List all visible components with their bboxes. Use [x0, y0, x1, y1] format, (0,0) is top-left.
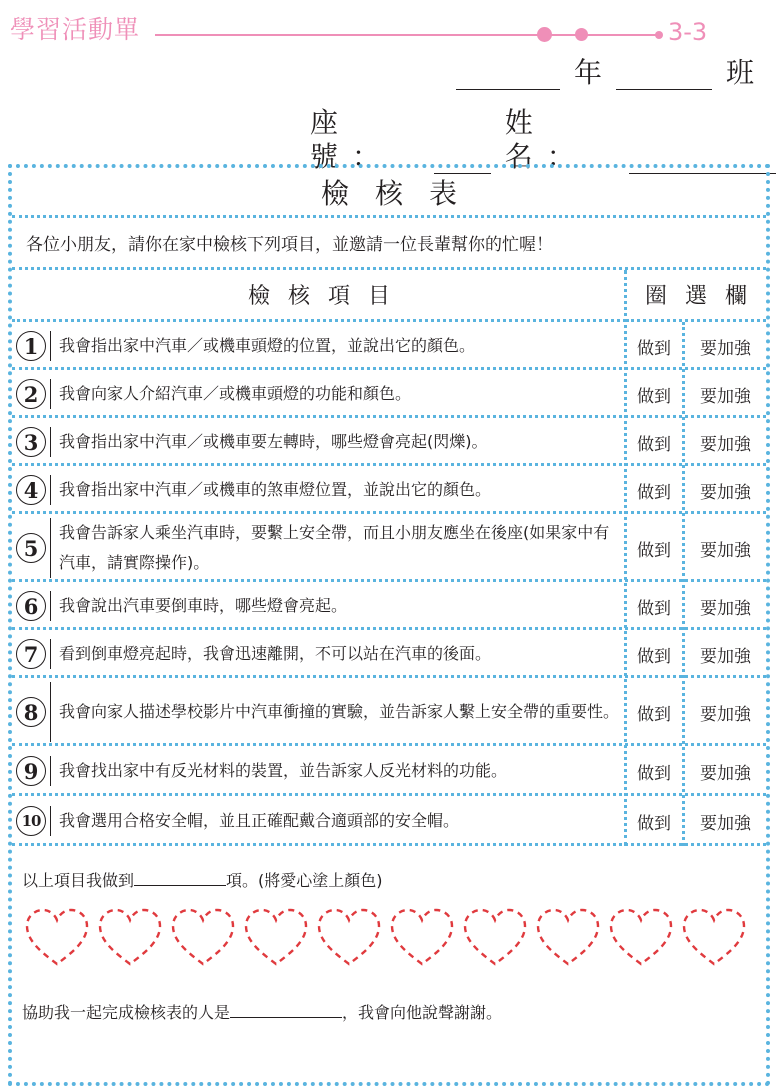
item-number: 3 [16, 427, 46, 457]
option-improve[interactable]: 要加強 [700, 704, 751, 725]
item-number: 9 [16, 756, 46, 786]
summary-suffix: 項。(將愛心塗上顏色) [226, 871, 383, 890]
option-done[interactable]: 做到 [637, 813, 671, 834]
item-number: 1 [16, 331, 46, 361]
item-number: 10 [16, 806, 46, 836]
heart-icon[interactable] [535, 908, 601, 968]
heart-icon[interactable] [24, 908, 90, 968]
hearts-row [24, 908, 754, 970]
option-improve[interactable]: 要加強 [700, 540, 751, 561]
seat-label: 座號： [310, 106, 395, 173]
helper-prefix: 協助我一起完成檢核表的人是 [22, 1003, 231, 1022]
header-dot [655, 31, 663, 39]
option-done[interactable]: 做到 [637, 482, 671, 503]
heart-icon[interactable] [243, 908, 309, 968]
item-text: 我會告訴家人乘坐汽車時，要繫上安全帶，而且小朋友應坐在後座(如果家中有汽車，請實際操作)。 [50, 518, 622, 578]
option-done[interactable]: 做到 [637, 598, 671, 619]
worksheet-title: 學習活動單 [10, 15, 141, 44]
grade-blank[interactable] [456, 60, 560, 90]
heart-icon[interactable] [389, 908, 455, 968]
checklist-row [12, 466, 766, 514]
year-label: 年 [574, 56, 603, 89]
item-number: 2 [16, 379, 46, 409]
option-improve[interactable]: 要加強 [700, 434, 751, 455]
item-text: 我會選用合格安全帽，並且正確配戴合適頭部的安全帽。 [50, 806, 622, 836]
item-text: 我會說出汽車要倒車時，哪些燈會亮起。 [50, 591, 622, 621]
count-blank[interactable] [134, 870, 226, 886]
checklist-row [12, 322, 766, 370]
checklist-row [12, 582, 766, 630]
option-improve[interactable]: 要加強 [700, 338, 751, 359]
item-text: 我會指出家中汽車／或機車的煞車燈位置，並說出它的顏色。 [50, 475, 622, 505]
option-improve[interactable]: 要加強 [700, 763, 751, 784]
checklist-row [12, 630, 766, 678]
unit-number: 3-3 [668, 18, 708, 46]
option-done[interactable]: 做到 [637, 704, 671, 725]
item-text: 我會向家人介紹汽車／或機車頭燈的功能和顏色。 [50, 379, 622, 409]
item-number: 4 [16, 475, 46, 505]
header-dot [537, 27, 552, 42]
item-text: 我會向家人描述學校影片中汽車衝撞的實驗，並告訴家人繫上安全帶的重要性。 [50, 682, 622, 742]
class-blank[interactable] [616, 60, 712, 90]
option-done[interactable]: 做到 [637, 338, 671, 359]
heart-icon[interactable] [97, 908, 163, 968]
item-text: 我會指出家中汽車／或機車要左轉時，哪些燈會亮起(閃爍)。 [50, 427, 622, 457]
option-improve[interactable]: 要加強 [700, 386, 751, 407]
column-header-item: 檢核項目 [12, 270, 626, 322]
checklist-row [12, 514, 766, 582]
checklist-row [12, 746, 766, 796]
checklist-intro: 各位小朋友，請你在家中檢核下列項目，並邀請一位長輩幫你的忙喔！ [12, 218, 766, 270]
option-improve[interactable]: 要加強 [700, 482, 751, 503]
summary-line [22, 868, 383, 891]
option-done[interactable]: 做到 [637, 646, 671, 667]
helper-line [22, 1000, 502, 1023]
heart-icon[interactable] [681, 908, 747, 968]
checklist-row [12, 418, 766, 466]
option-improve[interactable]: 要加強 [700, 598, 751, 619]
item-number: 8 [16, 697, 46, 727]
header-dot [575, 28, 588, 41]
heart-icon[interactable] [608, 908, 674, 968]
option-done[interactable]: 做到 [637, 540, 671, 561]
item-number: 6 [16, 591, 46, 621]
item-text: 我會指出家中汽車／或機車頭燈的位置，並說出它的顏色。 [50, 331, 622, 361]
option-done[interactable]: 做到 [637, 386, 671, 407]
column-header-select: 圈選欄 [626, 270, 766, 322]
class-label: 班 [726, 56, 755, 89]
summary-prefix: 以上項目我做到 [22, 871, 135, 890]
helper-suffix: ，我會向他說聲謝謝。 [342, 1003, 503, 1022]
heart-icon[interactable] [316, 908, 382, 968]
checklist-row [12, 370, 766, 418]
name-label: 姓名： [504, 106, 589, 173]
option-improve[interactable]: 要加強 [700, 646, 751, 667]
checklist-title: 檢核表 [12, 168, 766, 218]
checklist-row [12, 678, 766, 746]
checklist-box [8, 164, 770, 1086]
helper-name-blank[interactable] [230, 1002, 342, 1018]
option-improve[interactable]: 要加強 [700, 813, 751, 834]
item-number: 7 [16, 639, 46, 669]
item-number: 5 [16, 533, 46, 563]
checklist-row [12, 796, 766, 846]
option-done[interactable]: 做到 [637, 763, 671, 784]
class-info-row [456, 56, 768, 90]
item-text: 看到倒車燈亮起時，我會迅速離開，不可以站在汽車的後面。 [50, 639, 622, 669]
option-done[interactable]: 做到 [637, 434, 671, 455]
item-text: 我會找出家中有反光材料的裝置，並告訴家人反光材料的功能。 [50, 756, 622, 786]
heart-icon[interactable] [170, 908, 236, 968]
heart-icon[interactable] [462, 908, 528, 968]
